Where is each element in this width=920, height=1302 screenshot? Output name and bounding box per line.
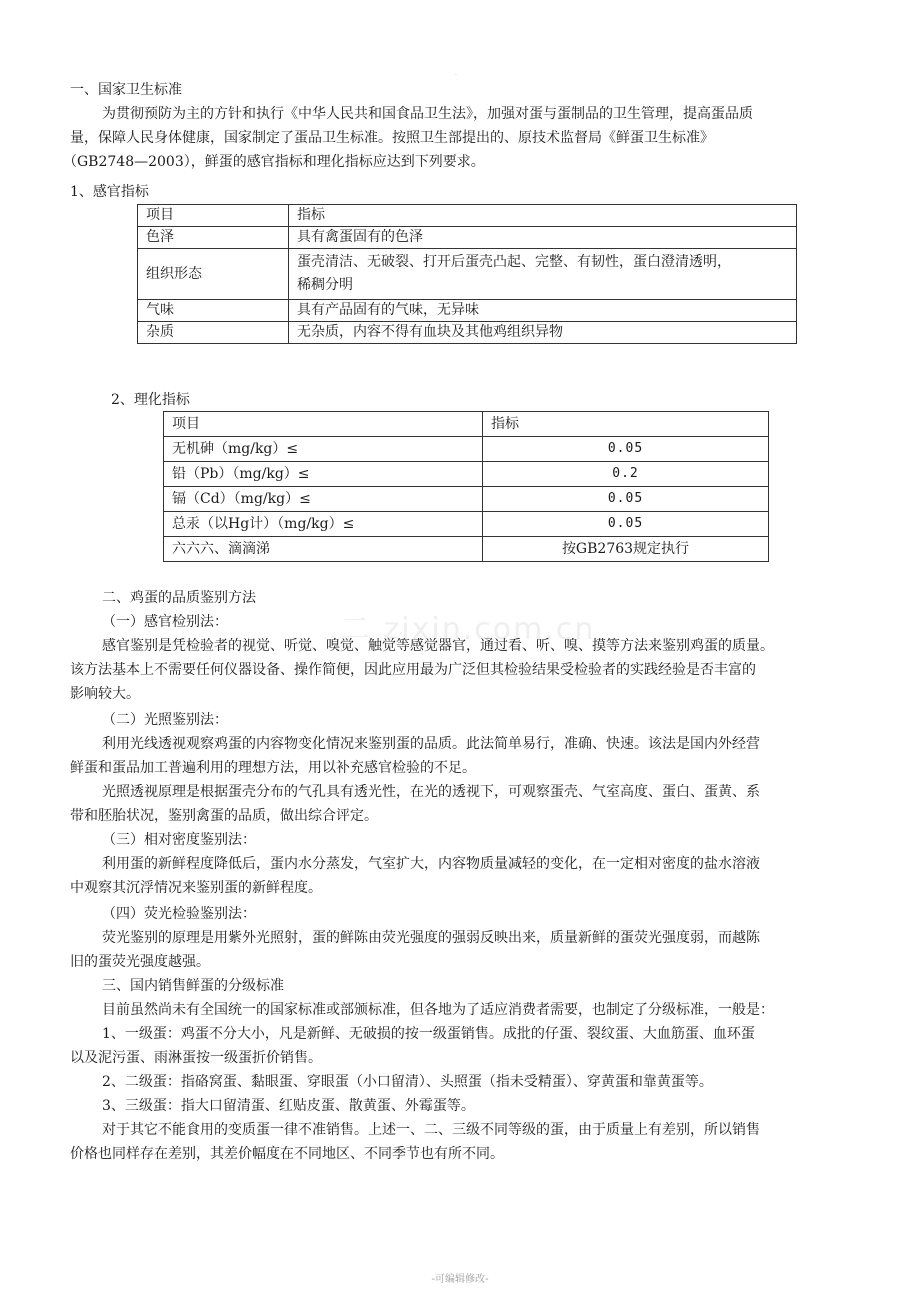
table-row (164, 437, 769, 462)
table-header-cell: 项目 (164, 412, 483, 437)
method-heading: （二）光照鉴别法： (102, 712, 228, 728)
paragraph-line: 利用光线透视观察鸡蛋的内容物变化情况来鉴别蛋的品质。此法简单易行，准确、快速。该法是国内外经营 (102, 736, 760, 752)
table-row (164, 537, 769, 562)
paragraph-line: 感官鉴别是凭检验者的视觉、听觉、嗅觉、触觉等感觉器官，通过看、听、嗅、摸等方法来鉴别鸡蛋的质量。 (102, 638, 774, 654)
method-heading: （一）感官检别法： (102, 614, 228, 630)
paragraph-line: 量，保障人民身体健康，国家制定了蛋品卫生标准。按照卫生部提出的、原技术监督局《鲜蛋卫生标准》 (70, 130, 714, 146)
page-footer: -可编辑修改- (431, 1274, 489, 1285)
table-cell: 具有产品固有的气味，无异味 (289, 300, 797, 322)
paragraph-line: 价格也同样存在差别，其差价幅度在不同地区、不同季节也有所不同。 (70, 1146, 504, 1162)
subsection-sensory: 1、感官指标 (70, 184, 149, 200)
header-dot: . (455, 70, 457, 77)
subsection-physchem: 2、理化指标 (111, 392, 190, 408)
table-cell: 0.05 (483, 437, 769, 462)
table-cell: 0.05 (483, 487, 769, 512)
paragraph-line: 荧光鉴别的原理是用紫外光照射，蛋的鲜陈由荧光强度的强弱反映出来，质量新鲜的蛋荧光强度弱，而越陈 (102, 930, 760, 946)
table-row (164, 462, 769, 487)
table-cell: 总汞（以Hg计）（mg/kg）≤ (164, 512, 483, 537)
paragraph-line: 目前虽然尚未有全国统一的国家标准或部颁标准，但各地为了适应消费者需要，也制定了分级标准，一般是： (102, 1002, 774, 1018)
table-row (138, 322, 797, 344)
table-cell: 组织形态 (138, 249, 289, 300)
section-heading-3: 三、国内销售鲜蛋的分级标准 (102, 978, 284, 994)
table-header-cell: 指标 (483, 412, 769, 437)
cell-text-line: 蛋壳清洁、无破裂、打开后蛋壳凸起、完整、有韧性，蛋白澄清透明， (297, 254, 731, 270)
table-row (164, 412, 769, 437)
cell-text-line: 稀稠分明 (297, 277, 353, 293)
watermark: 二 zixin.com.cn (340, 612, 596, 647)
physchem-table (163, 411, 769, 562)
paragraph-line: 利用蛋的新鲜程度降低后，蛋内水分蒸发，气室扩大，内容物质量减轻的变化，在一定相对密度的盐水溶液 (102, 856, 760, 872)
table-header-cell: 项目 (138, 205, 289, 227)
grade-item: 3、三级蛋：指大口留清蛋、红贴皮蛋、散黄蛋、外霉蛋等。 (102, 1098, 475, 1114)
table-cell (289, 249, 797, 300)
grade-item: 2、二级蛋：指硌窝蛋、黏眼蛋、穿眼蛋（小口留清）、头照蛋（指未受精蛋）、穿黄蛋和靠黄蛋等。 (102, 1074, 713, 1090)
paragraph-line: 为贯彻预防为主的方针和执行《中华人民共和国食品卫生法》，加强对蛋与蛋制品的卫生管理，提高蛋品质 (102, 106, 753, 122)
table-cell: 六六六、滴滴涕 (164, 537, 483, 562)
paragraph-line: （GB2748—2003），鲜蛋的感官指标和理化指标应达到下列要求。 (63, 154, 485, 170)
paragraph-line: 影响较大。 (70, 686, 140, 702)
paragraph-line: 光照透视原理是根据蛋壳分布的气孔具有透光性，在光的透视下，可观察蛋壳、气室高度、蛋白、蛋黄、系 (102, 784, 760, 800)
table-row (164, 487, 769, 512)
table-cell: 无杂质，内容不得有血块及其他鸡组织异物 (289, 322, 797, 344)
table-row (138, 205, 797, 227)
method-heading: （四）荧光检验鉴别法： (102, 906, 256, 922)
table-row (164, 512, 769, 537)
table-cell: 0.2 (483, 462, 769, 487)
paragraph-line: 以及泥污蛋、雨淋蛋按一级蛋折价销售。 (70, 1050, 322, 1066)
section-heading-2: 二、鸡蛋的品质鉴别方法 (102, 590, 256, 606)
paragraph-line: 中观察其沉浮情况来鉴别蛋的新鲜程度。 (70, 880, 322, 896)
table-cell: 具有禽蛋固有的色泽 (289, 227, 797, 249)
table-row (138, 249, 797, 300)
paragraph-line: 对于其它不能食用的变质蛋一律不准销售。上述一、二、三级不同等级的蛋，由于质量上有差别，所以销售 (102, 1122, 760, 1138)
table-row (138, 227, 797, 249)
table-cell: 色泽 (138, 227, 289, 249)
table-cell: 镉（Cd）（mg/kg）≤ (164, 487, 483, 512)
paragraph-line: 带和胚胎状况，鉴别禽蛋的品质，做出综合评定。 (70, 808, 378, 824)
paragraph-line: 旧的蛋荧光强度越强。 (70, 954, 210, 970)
paragraph-line: 鲜蛋和蛋品加工普遍利用的理想方法，用以补充感官检验的不足。 (70, 760, 476, 776)
table-cell: 0.05 (483, 512, 769, 537)
table-cell: 铅（Pb）（mg/kg）≤ (164, 462, 483, 487)
table-cell: 杂质 (138, 322, 289, 344)
table-cell: 无机砷（mg/kg）≤ (164, 437, 483, 462)
table-header-cell: 指标 (289, 205, 797, 227)
method-heading: （三）相对密度鉴别法： (102, 832, 256, 848)
section-heading-1: 一、国家卫生标准 (70, 82, 182, 98)
table-cell: 按GB2763规定执行 (483, 537, 769, 562)
sensory-table (137, 204, 797, 344)
table-cell: 气味 (138, 300, 289, 322)
table-row (138, 300, 797, 322)
grade-item: 1、一级蛋：鸡蛋不分大小，凡是新鲜、无破损的按一级蛋销售。成批的仔蛋、裂纹蛋、大血筋蛋、血环蛋 (102, 1026, 755, 1042)
paragraph-line: 该方法基本上不需要任何仪器设备、操作简便，因此应用最为广泛但其检验结果受检验者的实践经验是否丰富的 (70, 662, 756, 678)
